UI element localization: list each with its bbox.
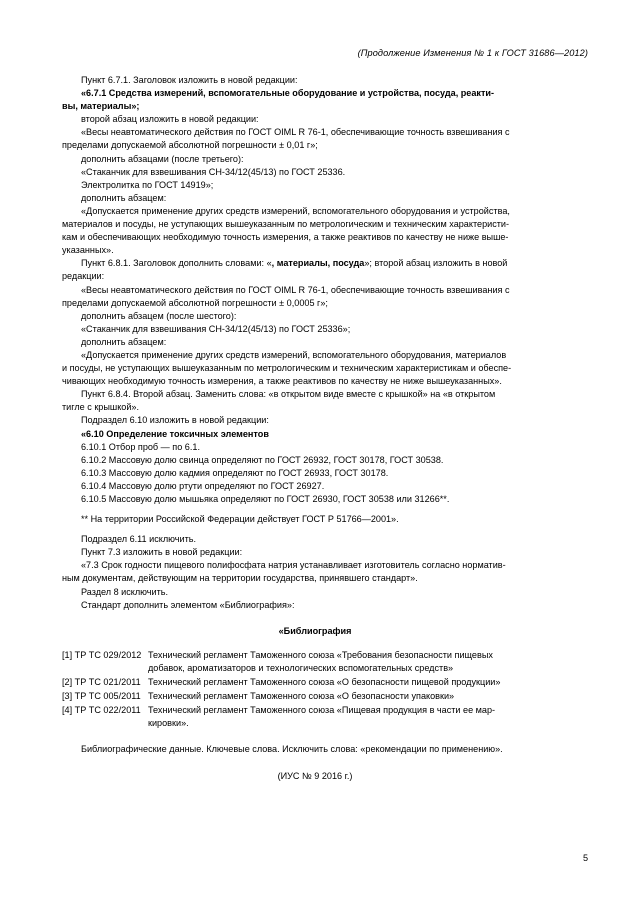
bibliography-ref: [2] ТР ТС 021/2011 (62, 677, 141, 688)
paragraph: дополнить абзацем: (81, 336, 167, 347)
paragraph: Раздел 8 исключить. (81, 586, 169, 597)
paragraph: редакции: (62, 271, 105, 282)
footnote: ** На территории Российской Федерации действует ГОСТ Р 51766—2001». (81, 514, 399, 525)
bibliography-title: «Библиография (278, 625, 352, 636)
bibliography-desc-line: добавок, ароматизаторов и технологических вспомогательных средств» (148, 662, 454, 673)
paragraph: Подраздел 6.10 изложить в новой редакции: (81, 415, 269, 426)
bibliography-table (62, 649, 568, 732)
bibliography-desc (148, 704, 568, 731)
paragraph: ным документам, действующим на территории государства, принявшего стандарт». (62, 573, 418, 584)
spacer (62, 506, 568, 513)
paragraph: «Стаканчик для взвешивания СН-34/12(45/13) по ГОСТ 25336. (81, 166, 346, 177)
bibliography-desc (148, 649, 568, 676)
paragraph: дополнить абзацами (после третьего): (81, 153, 244, 164)
paragraph: материалов и посуды, не уступающих вышеуказанным по метрологическим и техническим характеристи- (62, 219, 510, 230)
paragraph: Подраздел 6.11 исключить. (81, 534, 197, 545)
bibliography-desc-line: Технический регламент Таможенного союза «Пищевая продукция в части ее мар- (148, 705, 496, 716)
bibliography-desc (148, 690, 568, 704)
paragraph: «Весы неавтоматического действия по ГОСТ OIML R 76-1, обеспечивающие точность взвешивания с (81, 284, 510, 295)
paragraph: Пункт 6.7.1. Заголовок изложить в новой редакции: (81, 75, 298, 85)
paragraph-heading: «6.7.1 Средства измерений, вспомогательные оборудование и устройства, посуда, реакти- (81, 88, 495, 99)
text-run-bold: , материалы, посуда (271, 258, 365, 269)
paragraph: тигле с крышкой». (62, 402, 139, 413)
table-row (62, 676, 568, 690)
paragraph: «Стаканчик для взвешивания СН-34/12(45/13) по ГОСТ 25336»; (81, 323, 351, 334)
document-body (62, 74, 568, 783)
paragraph: дополнить абзацем: (81, 192, 167, 203)
paragraph: «Допускается применение других средств измерений, вспомогательного оборудования и устройства, (81, 205, 510, 216)
paragraph: пределами допускаемой абсолютной погрешности ± 0,01 г»; (62, 140, 318, 151)
paragraph: Электролитка по ГОСТ 14919»; (81, 179, 214, 190)
paragraph: и посуды, не уступающих вышеуказанным по метрологическим и техническим характеристикам и обеспе- (62, 363, 512, 374)
bibliography-desc-line: кировки». (148, 718, 189, 729)
paragraph: кам и обеспечивающих необходимую точность измерения, а также реактивов по качеству не ниже выше- (62, 232, 509, 243)
paragraph: 6.10.2 Массовую долю свинца определяют по ГОСТ 26932, ГОСТ 30178, ГОСТ 30538. (81, 454, 444, 465)
table-row (62, 690, 568, 704)
running-header: (Продолжение Изменения № 1 к ГОСТ 31686—2012) (357, 48, 588, 58)
paragraph: 6.10.4 Массовую долю ртути определяют по ГОСТ 26927. (81, 480, 325, 491)
table-row (62, 704, 568, 731)
paragraph: 6.10.1 Отбор проб — по 6.1. (81, 441, 200, 452)
bibliography-desc-line: Технический регламент Таможенного союза «Требования безопасности пищевых (148, 649, 493, 660)
paragraph: 6.10.3 Массовую долю кадмия определяют по ГОСТ 26933, ГОСТ 30178. (81, 467, 389, 478)
paragraph: Стандарт дополнить элементом «Библиография»: (81, 599, 295, 610)
text-run: Пункт 6.8.1. Заголовок дополнить словами: « (81, 258, 272, 269)
bibliography-ref: [4] ТР ТС 022/2011 (62, 705, 141, 716)
paragraph: «Допускается применение других средств измерений, вспомогательного оборудования, материалов (81, 349, 507, 360)
bibliography-desc (148, 676, 568, 690)
table-row (62, 649, 568, 676)
paragraph: чивающих необходимую точность измерения, а также реактивов по качеству не ниже вышеуказанных». (62, 376, 502, 387)
bibliography-ref: [3] ТР ТС 005/2011 (62, 691, 141, 702)
paragraph: указанных». (62, 245, 114, 256)
section-heading: «6.10 Определение токсичных элементов (81, 428, 269, 439)
paragraph-mixed (62, 257, 568, 270)
paragraph: Пункт 7.3 изложить в новой редакции: (81, 547, 243, 558)
paragraph-heading: вы, материалы»; (62, 101, 140, 112)
spacer (62, 526, 568, 533)
closing-note: Библиографические данные. Ключевые слова. Исключить слова: «рекомендации по применению». (81, 744, 503, 755)
text-run: »; второй абзац изложить в новой (364, 258, 508, 269)
paragraph: 6.10.5 Массовую долю мышьяка определяют по ГОСТ 26930, ГОСТ 30538 или 31266**. (81, 494, 450, 504)
paragraph: «Весы неавтоматического действия по ГОСТ OIML R 76-1, обеспечивающие точность взвешивания с (81, 127, 510, 138)
page-number: 5 (582, 853, 588, 863)
ius-reference: (ИУС № 9 2016 г.) (277, 770, 353, 781)
paragraph: второй абзац изложить в новой редакции: (81, 114, 259, 125)
bibliography-ref: [1] ТР ТС 029/2012 (62, 649, 142, 660)
paragraph: дополнить абзацем (после шестого): (81, 310, 237, 321)
paragraph: «7.3 Срок годности пищевого полифосфата натрия устанавливает изготовитель согласно норматив- (81, 560, 506, 571)
bibliography-desc-line: Технический регламент Таможенного союза «О безопасности пищевой продукции» (148, 677, 501, 688)
paragraph: пределами допускаемой абсолютной погрешности ± 0,0005 г»; (62, 297, 328, 308)
bibliography-desc-line: Технический регламент Таможенного союза «О безопасности упаковки» (148, 691, 455, 702)
paragraph: Пункт 6.8.4. Второй абзац. Заменить слова: «в открытом виде вместе с крышкой» на «в открытом (81, 389, 496, 400)
